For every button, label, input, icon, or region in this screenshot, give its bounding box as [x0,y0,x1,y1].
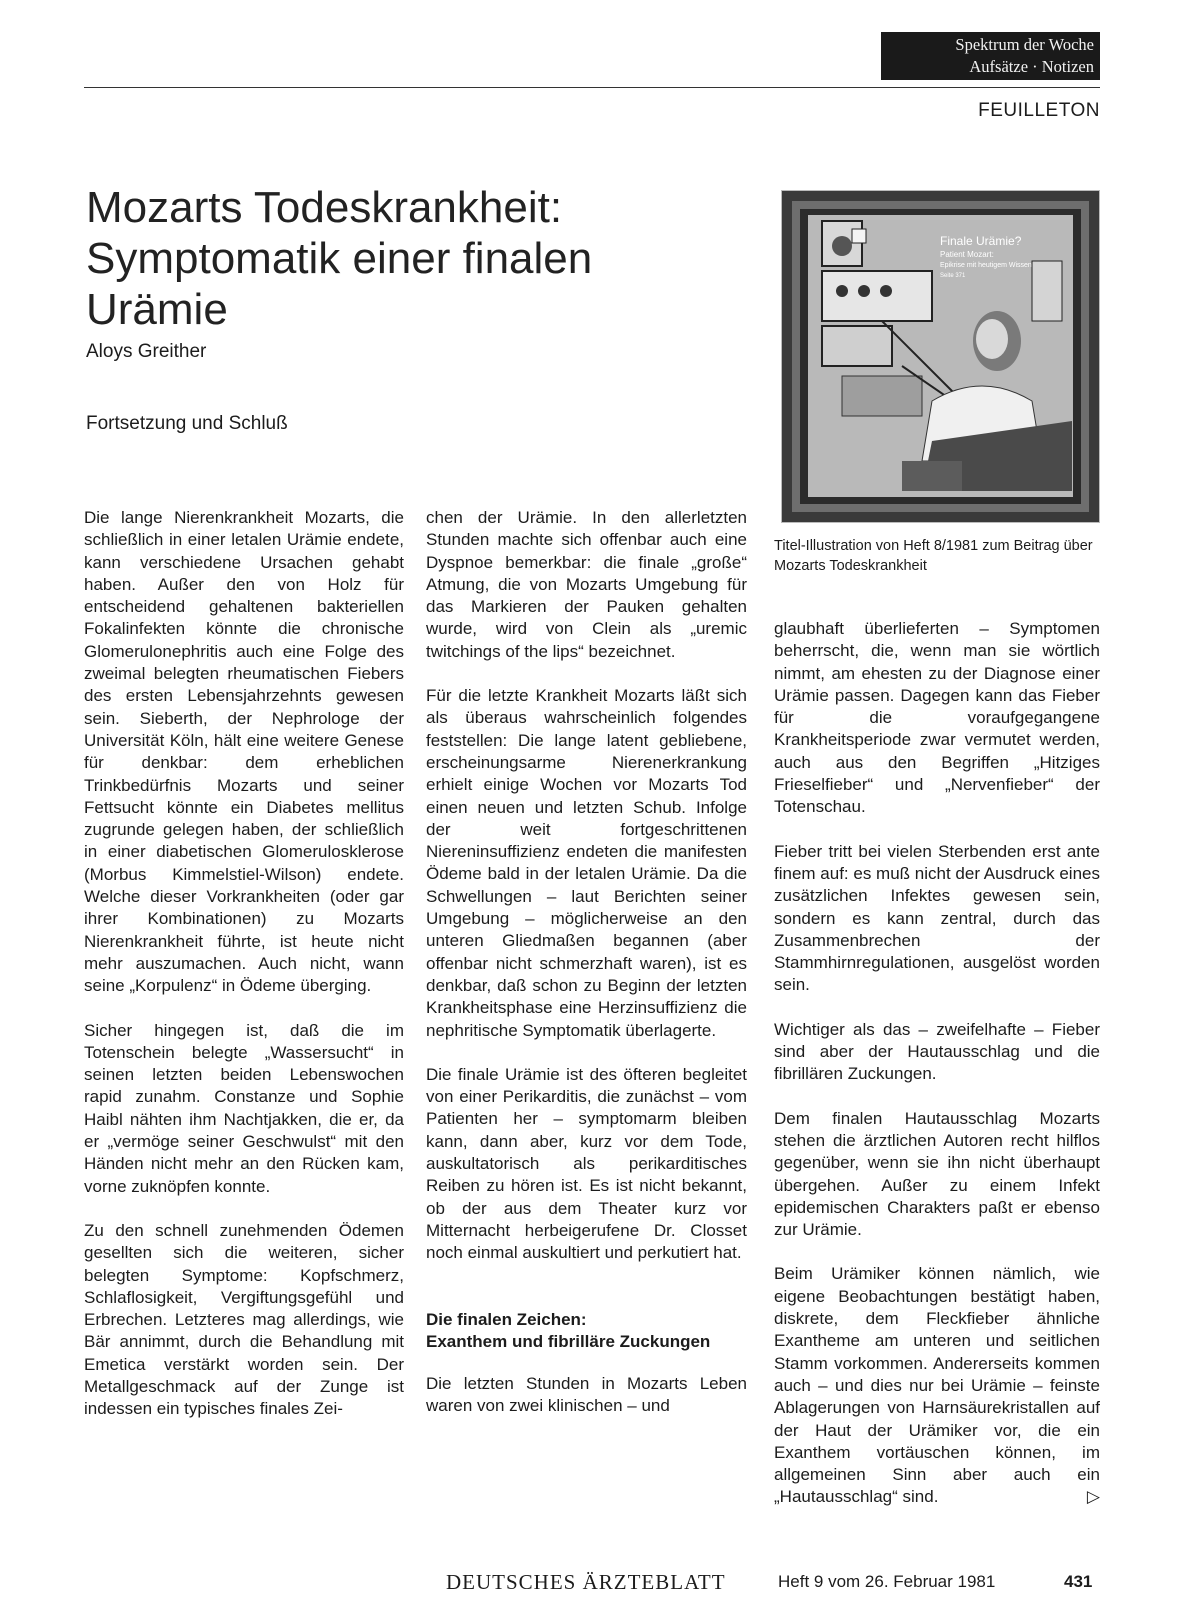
cover-illustration-image [782,191,1099,522]
inset-line-2: Epikrise mit heutigem Wissen [940,262,1032,269]
paragraph: chen der Urämie. In den allerletzten Stunden machte sich offenbar auch eine Dyspnoe bemerkbar: die finale „große“ Atmung, die von Mozarts Umgebung für das Markieren der Pauken gehalten wurde, wird von Clein als „uremic twitchings of the lips“ bezeichnet. [426,508,747,661]
article-title [86,182,726,335]
inset-title: Finale Urämie? [940,234,1022,248]
paragraph: Die lange Nierenkrankheit Mozarts, die schließlich in einer letalen Urämie endete, kann verschiedene Ursachen gehabt haben. Außer den von Holz für entscheidend gehaltenen bakteriellen Fokalinfekten könnte die chronische Glomerulonephritis auch eine Folge des zweimal belegten rheumatischen Fiebers des ersten Lebensjahrzehnts gewesen sein. Sieberth, der Nephrologe der Universität Köln, hält eine weitere Genese für denkbar: dem erheblichen Trinkbedürfnis Mozarts und seiner Fettsucht könnte ein Diabetes mellitus zugrunde gelegen haben, der schließlich in einer diabetischen Glomerulosklerose (Morbus Kimmelstiel-Wilson) endete. Welche dieser Vorkrankheiten (oder gar ihrer Kombinationen) zu Mozarts Nierenkrankheit führte, ist heute nicht mehr auszumachen. Auch nicht, wann seine „Korpulenz“ in Ödeme überging. [84,508,404,996]
paragraph: Für die letzte Krankheit Mozarts läßt sich als überaus wahrscheinlich folgendes feststellen: Die lange latent gebliebene, erscheinungsarme Nierenerkrankung erhielt einige Wochen vor Mozarts Tod einen neuen und letzten Schub. Infolge der weit fortgeschrittenen Niereninsuffizienz endeten die manifesten Ödeme bald in der letalen Urämie. Da die Schwellungen – laut Berichten seiner Umgebung – möglicherweise an den unteren Gliedmaßen begannen (aber offenbar nicht schmerzhaft waren), ist es denkbar, daß schon zu Beginn der letzten Krankheitsphase eine Herzinsuffizienz die nephritische Symptomatik überlagerte. [426,686,747,1040]
subheading-line-2: Exanthem und fibrilläre Zuckungen [426,1331,711,1351]
title-line-2: Symptomatik einer finalen Urämie [86,234,593,334]
inset-line-1: Patient Mozart: [940,250,994,259]
section-label-line1: Spektrum der Woche [955,35,1094,54]
title-line-1: Mozarts Todeskrankheit: [86,183,563,232]
header-rule [84,87,1100,88]
paragraph: Fieber tritt bei vielen Sterbenden erst ante finem auf: es muß nicht der Ausdruck eines zusätzlichen Infektes gewesen sein, sondern es kann zentral, durch das Zusammenbrechen der Stammhirnregulationen, ausgelöst worden sein. [774,841,1100,995]
section-label [881,32,1100,80]
paragraph: Die letzten Stunden in Mozarts Leben waren von zwei klinischen – und [426,1374,747,1416]
cover-illustration [781,190,1100,523]
text-column-2 [426,507,747,1440]
paragraph: Sicher hingegen ist, daß die im Totenschein belegte „Wassersucht“ in seinen letzten beiden Lebenswochen rapid zunahm. Constanze und Sophie Haibl nähten ihm Nachtjakken, die er, da er „vermöge seiner Geschwulst“ mit den Händen nicht mehr an den Rücken kam, vorne zuknöpfen konnte. [84,1020,404,1196]
figure-caption: Titel-Illustration von Heft 8/1981 zum Beitrag über Mozarts Todeskrankheit [774,538,1093,574]
journal-masthead: DEUTSCHES ÄRZTEBLATT [446,1570,726,1594]
paragraph: Wichtiger als das – zweifelhafte – Fieber sind aber der Hautausschlag und die fibrillären Zuckungen. [774,1019,1100,1084]
page-number: 431 [1064,1572,1093,1591]
section-subheading [426,1309,747,1354]
paragraph-text: Beim Urämiker können nämlich, wie eigene Beobachtungen bestätigt haben, diskrete, dem Fleckfieber ähnliche Exantheme am unteren und seitlichen Stamm vorkommen. Andererseits kommen auch – und dies nur bei Urämie – feinste Ablagerungen von Harnsäurekristallen auf der Haut der Urämiker vor, die ein Exanthem vortäuschen können, im allgemeinen Sinn aber auch ein „Hautausschlag“ sind. [774,1264,1100,1507]
section-label-line2: Aufsätze · Notizen [969,57,1094,76]
article-author: Aloys Greither [86,341,207,362]
issue-info: Heft 9 vom 26. Februar 1981 [778,1572,996,1591]
text-column-1 [84,507,404,1443]
paragraph: Zu den schnell zunehmenden Ödemen gesellten sich die weiteren, sicher belegten Symptome: Kopfschmerz, Schlaflosigkeit, Vergiftungsgefühl und Erbrechen. Letzteres mag allerdings, wie Bär annimmt, durch die Behandlung mit Emetica verstärkt worden sein. Der Metallgeschmack auf der Zunge ist indessen ein typisches finales Zei- [84,1220,404,1419]
paragraph: Die finale Urämie ist des öfteren begleitet von einer Perikarditis, die zunächst – vom Patienten her – symptomarm bleiben kann, dann aber, kurz vor dem Tode, auskultatorisch als perikarditisches Reiben zu hören ist. Es ist nicht bekannt, ob der aus dem Theater kurz vor Mitternacht herbeigerufene Dr. Closset noch einmal auskultiert und perkutiert hat. [426,1064,747,1263]
paragraph: Dem finalen Hautausschlag Mozarts stehen die ärztlichen Autoren recht hilflos gegenüber, wenn sie ihn nicht überhaupt übergehen. Außer zu einem Infekt epidemischen Charakters paßt er ebenso zur Urämie. [774,1108,1100,1240]
text-column-3 [774,618,1100,1531]
subheading-line-1: Die finalen Zeichen: [426,1309,587,1329]
department-label: FEUILLETON [978,100,1100,121]
paragraph: glaubhaft überlieferten – Symptomen beherrscht, die, wenn man sie wörtlich nimmt, am ehesten zu der Diagnose einer Urämie passen. Dagegen kann das Fieber für die voraufgegangene Krankheitsperiode zwar vermutet werden, auch aus den Begriffen „Hitziges Frieselfieber“ und „Nervenfieber“ der Totenschau. [774,619,1100,817]
inset-line-3: Seite 371 [940,273,966,279]
continuation-note: Fortsetzung und Schluß [86,413,288,434]
paragraph [774,1263,1100,1508]
end-of-article-icon: ▷ [1086,1487,1100,1507]
